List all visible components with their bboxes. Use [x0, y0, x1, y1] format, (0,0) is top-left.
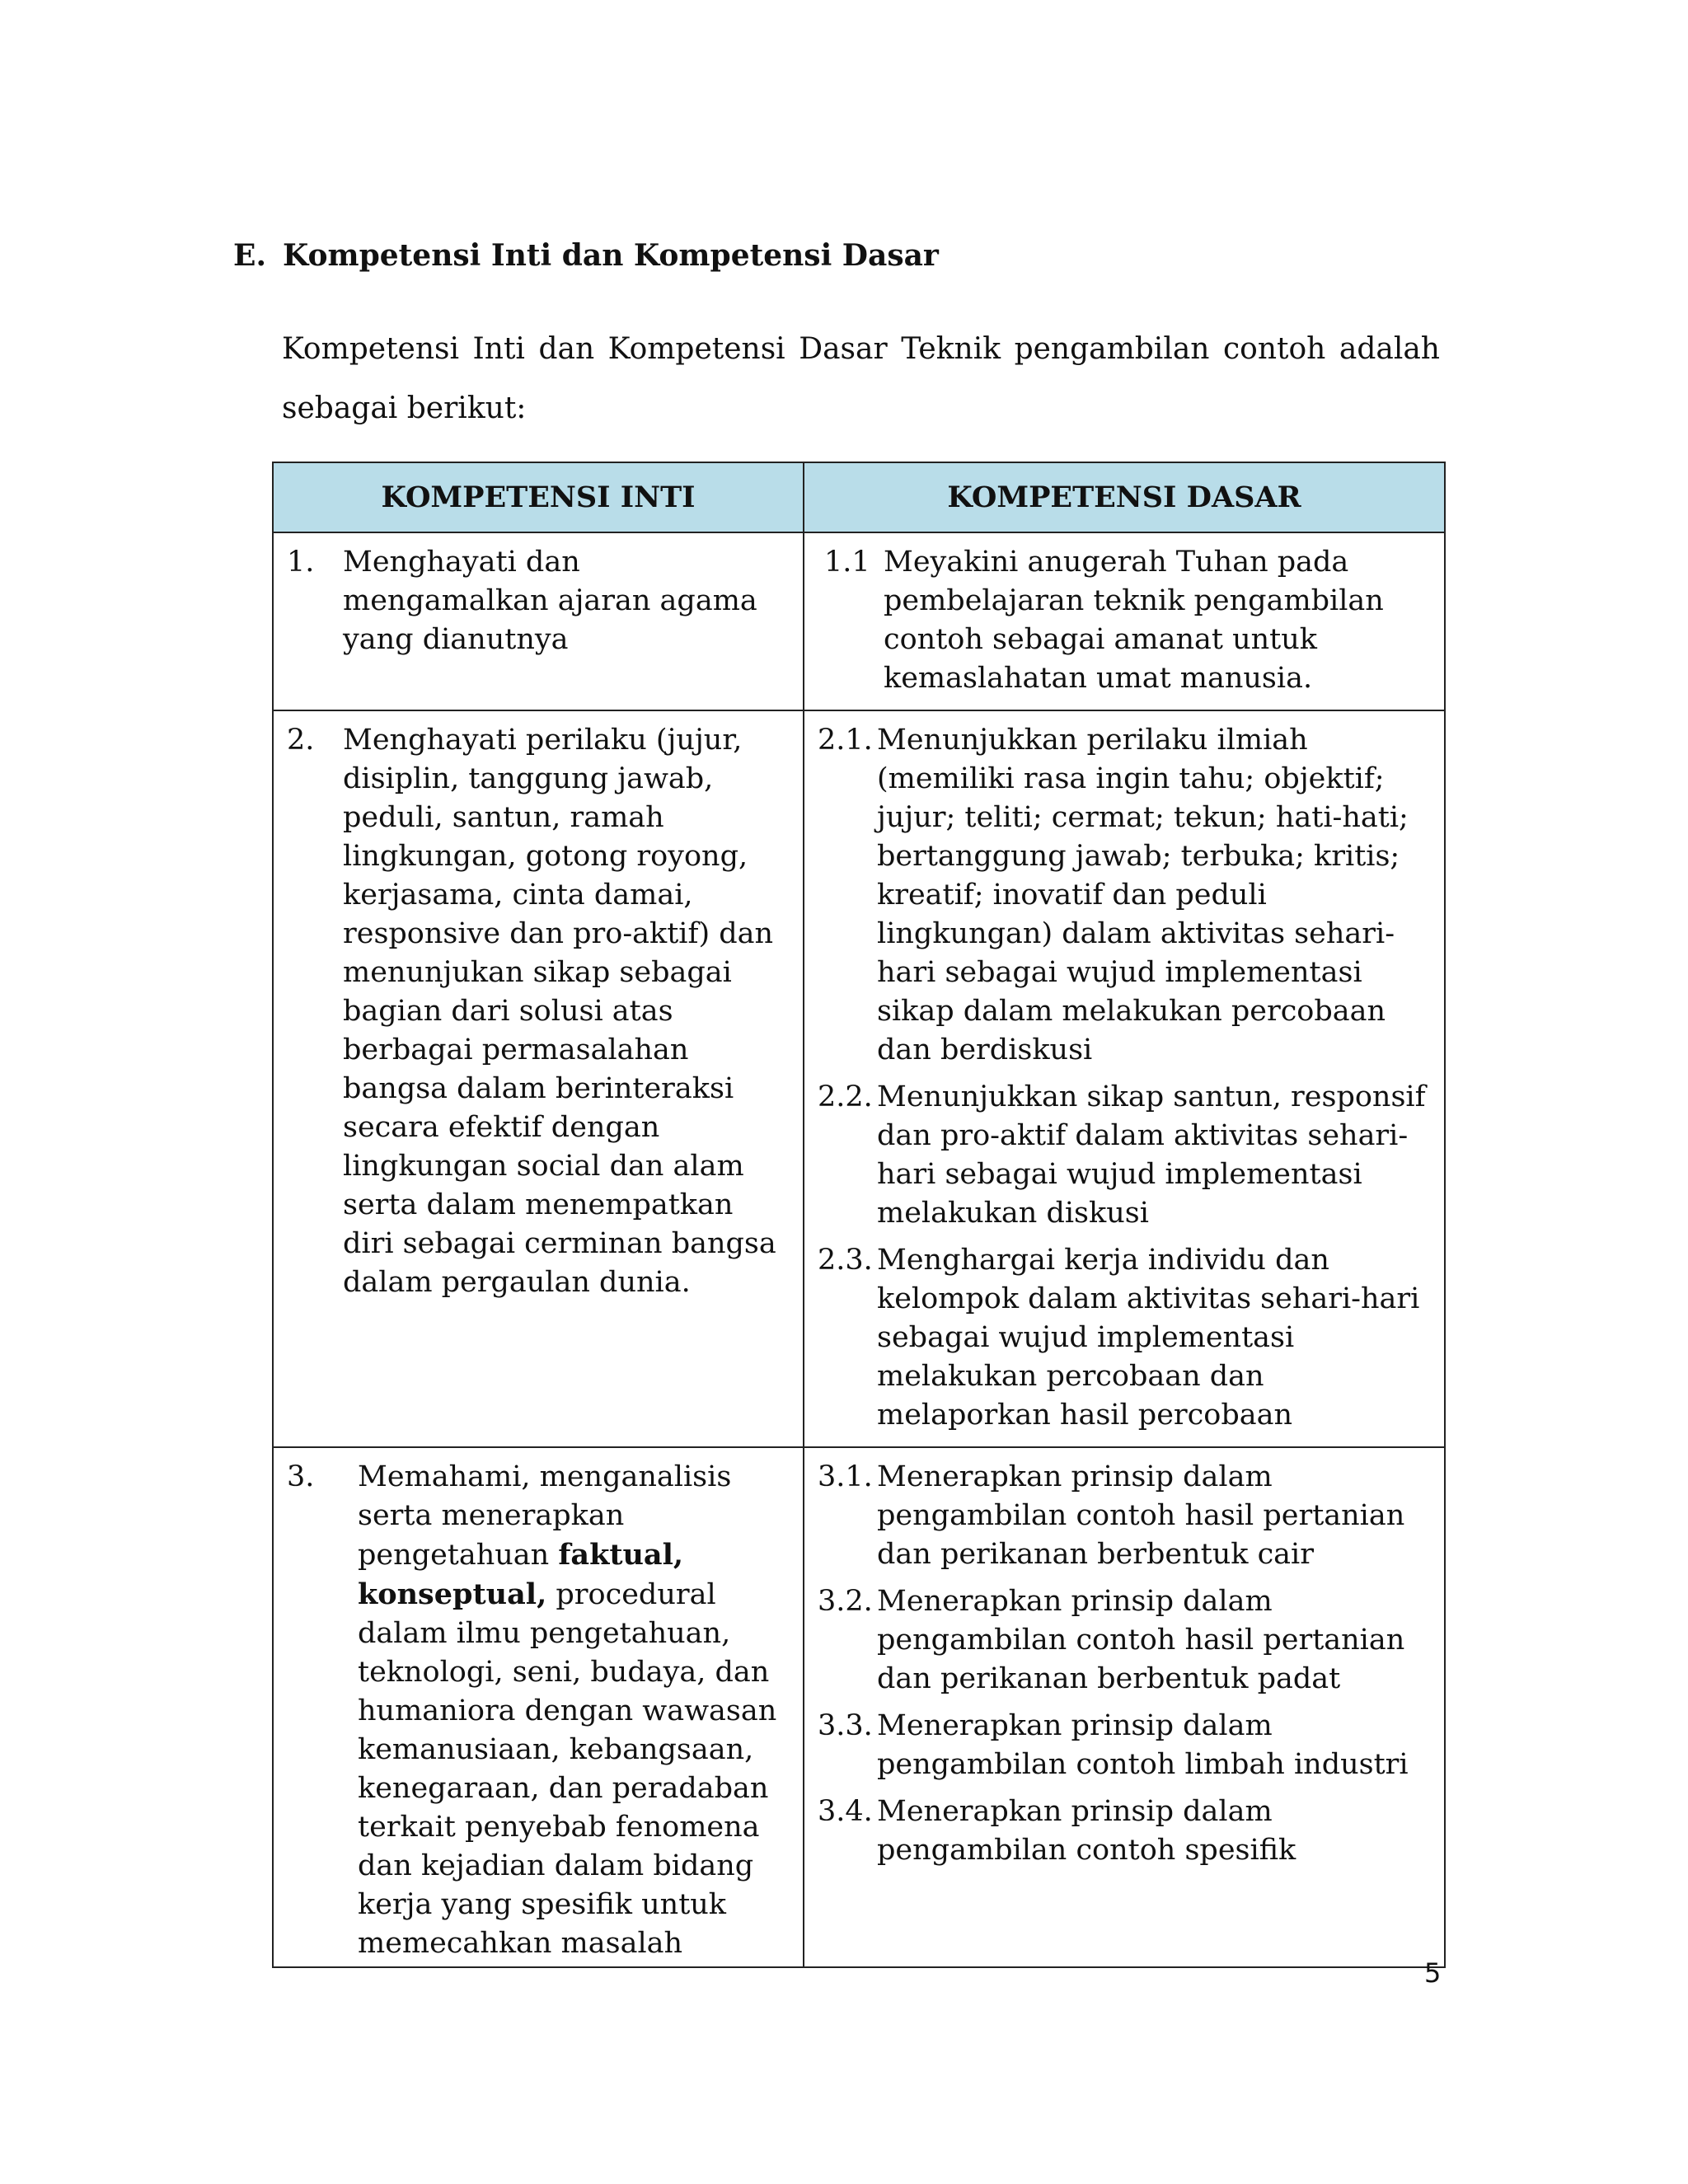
- kd-item: [818, 1582, 1432, 1699]
- kd-item: [818, 1458, 1432, 1574]
- page-number: 5: [1424, 1957, 1442, 1989]
- header-kompetensi-inti: KOMPETENSI INTI: [273, 462, 804, 532]
- kd-item: [818, 1241, 1432, 1435]
- kd-text: Menerapkan prinsip dalam pengambilan contoh limbah industri: [877, 1709, 1409, 1781]
- ki-item: [287, 543, 791, 659]
- section-letter: E.: [233, 238, 266, 273]
- kd-number: 3.3.: [818, 1709, 873, 1742]
- ki-text-part: Memahami, menganalisis serta menerapkan pengetahuan: [358, 1460, 732, 1572]
- kd-text: Menunjukkan sikap santun, responsif dan pro-aktif dalam aktivitas sehari-hari sebagai wujud implementasi melakukan diskusi: [877, 1080, 1426, 1230]
- kd-number: 2.2.: [818, 1080, 873, 1113]
- kd-item: [818, 543, 1432, 698]
- kd-number: 2.3.: [818, 1244, 873, 1277]
- kd-text: Meyakini anugerah Tuhan pada pembelajaran teknik pengambilan contoh sebagai amanat untuk kemaslahatan umat manusia.: [884, 546, 1384, 695]
- ki-text: Menghayati perilaku (jujur, disiplin, tanggung jawab, peduli, santun, ramah lingkungan, gotong royong, kerjasama, cinta damai, responsive dan pro-aktif) dan menunjukan sikap sebagai bagian dari solusi atas berbagai permasalahan bangsa dalam berinteraksi secara efektif dengan lingkungan social dan alam serta dalam menempatkan diri sebagai cerminan bangsa dalam pergaulan dunia.: [343, 724, 776, 1299]
- kd-cell: [804, 710, 1445, 1447]
- table-row: [273, 1447, 1445, 1967]
- ki-item: [287, 721, 791, 1302]
- competency-table: [272, 462, 1446, 1968]
- ki-number: 1.: [287, 546, 315, 579]
- ki-number: 2.: [287, 724, 315, 757]
- kd-number: 1.1: [824, 546, 870, 579]
- kd-cell: [804, 1447, 1445, 1967]
- ki-text: [358, 1458, 791, 1963]
- ki-cell: [273, 532, 804, 710]
- ki-item: [287, 1458, 791, 1963]
- ki-cell: [273, 710, 804, 1447]
- ki-text-part: procedural dalam ilmu pengetahuan, teknologi, seni, budaya, dan humaniora dengan wawasan kemanusiaan, kebangsaan, kenegaraan, dan peradaban terkait penyebab fenomena dan kejadian dalam bidang kerja yang spesifik untuk memecahkan masalah: [358, 1578, 777, 1960]
- kd-item: [818, 721, 1432, 1070]
- kd-number: 3.2.: [818, 1585, 873, 1618]
- ki-number: 3.: [287, 1460, 315, 1493]
- kd-text: Menunjukkan perilaku ilmiah (memiliki rasa ingin tahu; objektif; jujur; teliti; cermat; tekun; hati-hati; bertanggung jawab; terbuka; kritis; kreatif; inovatif dan peduli lingkungan) dalam aktivitas sehari-hari sebagai wujud implementasi sikap dalam melakukan percobaan dan berdiskusi: [877, 724, 1409, 1066]
- kd-text: Menerapkan prinsip dalam pengambilan contoh spesifik: [877, 1795, 1296, 1867]
- section-heading: [233, 235, 939, 276]
- intro-paragraph: Kompetensi Inti dan Kompetensi Dasar Teknik pengambilan contoh adalah sebagai berikut:: [282, 332, 1440, 425]
- kd-text: Menerapkan prinsip dalam pengambilan contoh hasil pertanian dan perikanan berbentuk cair: [877, 1460, 1405, 1571]
- kd-number: 2.1.: [818, 724, 873, 757]
- kd-item: [818, 1078, 1432, 1233]
- table-row: [273, 532, 1445, 710]
- ki-cell: [273, 1447, 804, 1967]
- header-kompetensi-dasar: KOMPETENSI DASAR: [804, 462, 1445, 532]
- ki-text-bold: faktual, konseptual,: [358, 1538, 684, 1611]
- ki-text: Menghayati dan mengamalkan ajaran agama yang dianutnya: [343, 546, 757, 656]
- table-header-row: [273, 462, 1445, 532]
- kd-item: [818, 1707, 1432, 1784]
- kd-number: 3.4.: [818, 1795, 873, 1828]
- kd-text: Menghargai kerja individu dan kelompok dalam aktivitas sehari-hari sebagai wujud implementasi melakukan percobaan dan melaporkan hasil percobaan: [877, 1244, 1420, 1432]
- kd-number: 3.1.: [818, 1460, 873, 1493]
- section-title: Kompetensi Inti dan Kompetensi Dasar: [283, 238, 939, 273]
- kd-cell: [804, 532, 1445, 710]
- table-row: [273, 710, 1445, 1447]
- kd-text: Menerapkan prinsip dalam pengambilan contoh hasil pertanian dan perikanan berbentuk padat: [877, 1585, 1405, 1695]
- kd-item: [818, 1793, 1432, 1870]
